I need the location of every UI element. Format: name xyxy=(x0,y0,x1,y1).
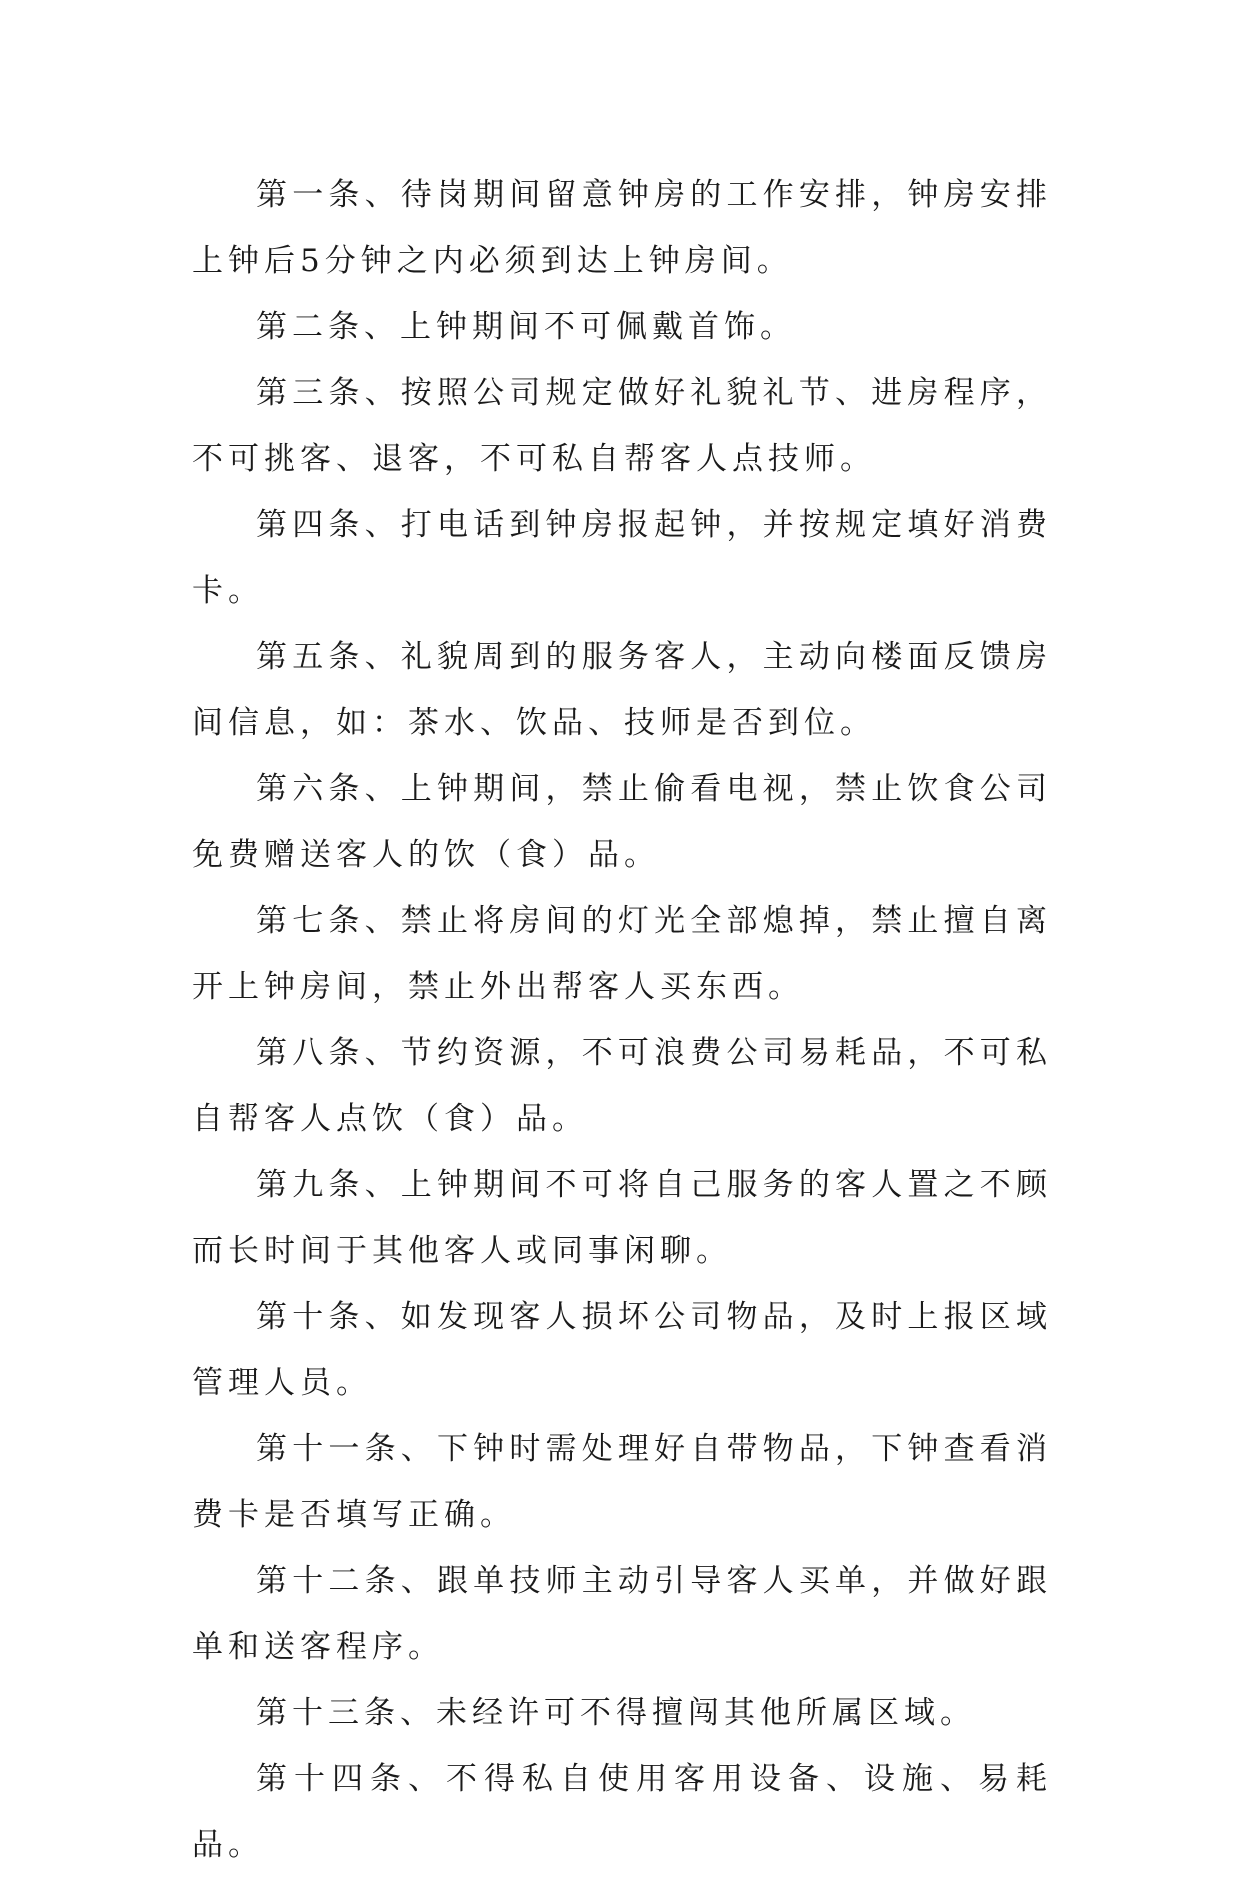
article-13: 第十三条、未经许可不得擅闯其他所属区域。 xyxy=(256,1695,976,1731)
article-6: 第六条、上钟期间，禁止偷看电视，禁止饮食公司免费赠送客人的饮（食）品。 xyxy=(192,771,1052,873)
article-5: 第五条、礼貌周到的服务客人，主动向楼面反馈房间信息，如：茶水、饮品、技师是否到位。 xyxy=(192,639,1052,741)
article-10: 第十条、如发现客人损坏公司物品，及时上报区域管理人员。 xyxy=(192,1299,1052,1401)
article-2: 第二条、上钟期间不可佩戴首饰。 xyxy=(256,309,796,345)
article-4: 第四条、打电话到钟房报起钟，并按规定填好消费卡。 xyxy=(192,507,1052,609)
article-3: 第三条、按照公司规定做好礼貌礼节、进房程序，不可挑客、退客，不可私自帮客人点技师。 xyxy=(192,375,1052,477)
article-9: 第九条、上钟期间不可将自己服务的客人置之不顾而长时间于其他客人或同事闲聊。 xyxy=(192,1167,1052,1269)
article-14: 第十四条、不得私自使用客用设备、设施、易耗品。 xyxy=(192,1761,1052,1863)
article-12: 第十二条、跟单技师主动引导客人买单，并做好跟单和送客程序。 xyxy=(192,1563,1052,1665)
article-11: 第十一条、下钟时需处理好自带物品，下钟查看消费卡是否填写正确。 xyxy=(192,1431,1052,1533)
article-8: 第八条、节约资源，不可浪费公司易耗品，不可私自帮客人点饮（食）品。 xyxy=(192,1035,1052,1137)
article-1: 第一条、待岗期间留意钟房的工作安排，钟房安排上钟后5分钟之内必须到达上钟房间。 xyxy=(192,177,1052,279)
article-7: 第七条、禁止将房间的灯光全部熄掉，禁止擅自离开上钟房间，禁止外出帮客人买东西。 xyxy=(192,903,1052,1005)
document-body xyxy=(192,162,1052,1878)
